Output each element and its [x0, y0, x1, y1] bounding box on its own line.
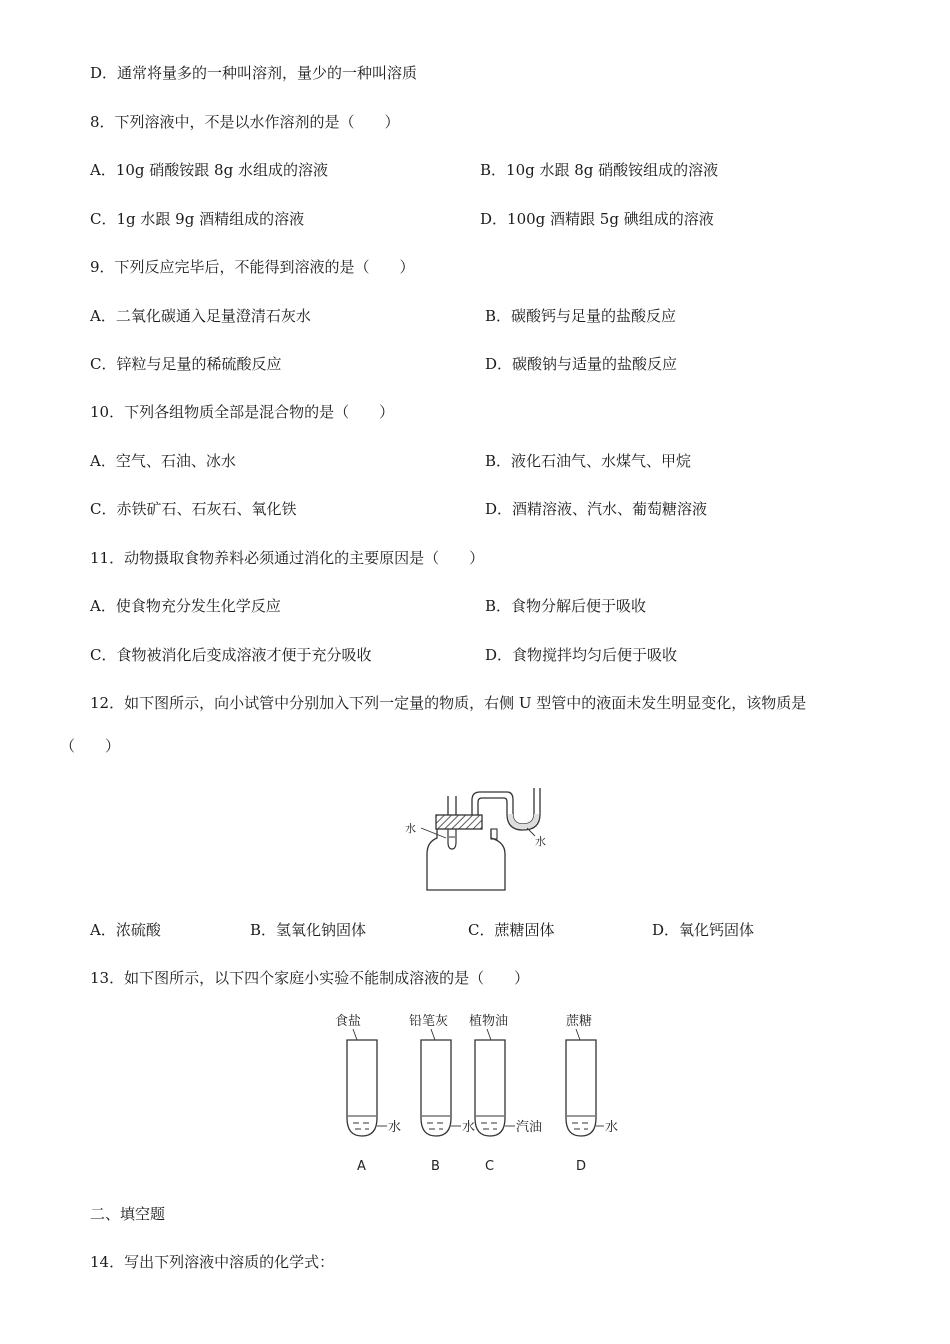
q8-option-c: C．1g 水跟 9g 酒精组成的溶液: [90, 210, 305, 228]
q10-option-d: D．酒精溶液、汽水、葡萄糖溶液: [485, 500, 708, 518]
q10-stem: 10．下列各组物质全部是混合物的是（ ）: [90, 403, 395, 421]
q11-option-d: D．食物搅拌均匀后便于吸收: [485, 646, 678, 664]
q14-stem: 14．写出下列溶液中溶质的化学式：: [90, 1253, 335, 1271]
stopper: [436, 815, 482, 829]
q12-option-b: B．氢氧化钠固体: [250, 921, 367, 939]
tube-b-side-label: 水: [462, 1120, 476, 1135]
tube-a-top-label: 食盐: [335, 1014, 362, 1029]
q7-option-d: D．通常将量多的一种叫溶剂，量少的一种叫溶质: [90, 64, 418, 82]
tube-d: [566, 1013, 618, 1174]
section-2-title: 二、填空题: [90, 1205, 166, 1223]
tube-a-side-label: 水: [388, 1120, 402, 1135]
tube-b-letter: B: [431, 1159, 440, 1174]
tube-c-top-label: 植物油: [469, 1014, 509, 1029]
tube-d-top-label: 蔗糖: [566, 1014, 593, 1029]
q13-stem: 13．如下图所示，以下四个家庭小实验不能制成溶液的是（ ）: [90, 969, 530, 987]
q9-stem: 9．下列反应完毕后，不能得到溶液的是（ ）: [90, 258, 415, 276]
q12-option-c: C．蔗糖固体: [468, 921, 555, 939]
q13-test-tubes-figure: [325, 1008, 625, 1180]
q12-apparatus-figure: [395, 772, 555, 894]
q9-option-d: D．碳酸钠与适量的盐酸反应: [485, 355, 678, 373]
q9-option-a: A．二氧化碳通入足量澄清石灰水: [90, 307, 311, 325]
q8-option-a: A．10g 硝酸铵跟 8g 水组成的溶液: [90, 161, 328, 179]
q10-option-b: B．液化石油气、水煤气、甲烷: [485, 452, 692, 470]
tube-c: [469, 1013, 542, 1174]
q9-option-b: B．碳酸钙与足量的盐酸反应: [485, 307, 677, 325]
q12-stem: 12．如下图所示，向小试管中分别加入下列一定量的物质，右侧 U 型管中的液面未发生明显变化，该物质是: [90, 694, 807, 712]
q11-option-a: A．使食物充分发生化学反应: [90, 597, 281, 615]
tube-d-letter: D: [576, 1159, 587, 1174]
q12-stem-cont: （ ）: [60, 737, 121, 755]
tube-c-side-label: 汽油: [516, 1120, 543, 1135]
q8-stem: 8．下列溶液中，不是以水作溶剂的是（ ）: [90, 113, 400, 131]
tube-c-letter: C: [485, 1159, 495, 1174]
q8-option-b: B．10g 水跟 8g 硝酸铵组成的溶液: [480, 161, 719, 179]
q10-option-c: C．赤铁矿石、石灰石、氧化铁: [90, 500, 297, 518]
q12-label-water-right: 水: [535, 835, 546, 848]
q12-option-d: D．氧化钙固体: [652, 921, 755, 939]
tube-a: [335, 1013, 401, 1174]
q11-option-b: B．食物分解后便于吸收: [485, 597, 647, 615]
q9-option-c: C．锌粒与足量的稀硫酸反应: [90, 355, 282, 373]
tube-d-side-label: 水: [605, 1120, 619, 1135]
q8-option-d: D．100g 酒精跟 5g 碘组成的溶液: [480, 210, 714, 228]
q11-option-c: C．食物被消化后变成溶液才便于充分吸收: [90, 646, 372, 664]
tube-b-top-label: 铅笔灰: [409, 1014, 449, 1029]
q12-label-water-left: 水: [405, 822, 416, 835]
tube-b: [409, 1014, 475, 1174]
q11-stem: 11．动物摄取食物养料必须通过消化的主要原因是（ ）: [90, 549, 485, 567]
q10-option-a: A．空气、石油、冰水: [90, 452, 236, 470]
q12-option-a: A．浓硫酸: [90, 921, 161, 939]
tube-a-letter: A: [357, 1159, 366, 1174]
